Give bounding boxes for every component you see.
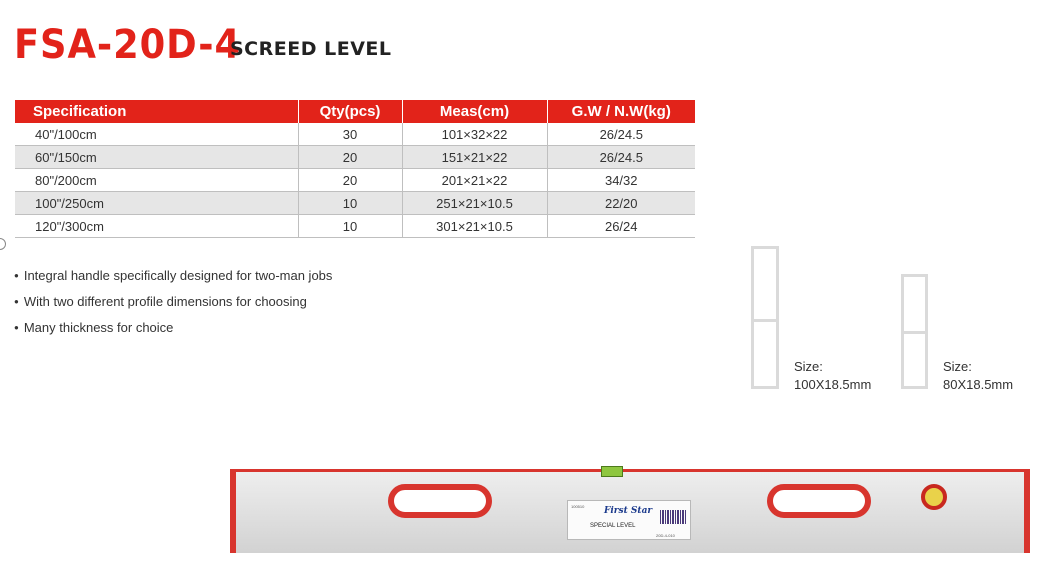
cell-weight: 26/24.5 (547, 123, 695, 146)
page-edge-circle (0, 238, 6, 250)
cell-specification: 40"/100cm (15, 123, 298, 146)
profile-drawing-small (901, 274, 928, 389)
table-row (15, 215, 695, 238)
cell-meas: 251×21×10.5 (402, 192, 547, 215)
right-end-cap (1024, 472, 1030, 553)
brand-logo: First Star (604, 506, 653, 516)
round-vial-icon (921, 484, 947, 510)
table-header-row (15, 100, 695, 123)
left-end-cap (230, 472, 236, 553)
left-handle-icon (388, 484, 492, 518)
cell-specification: 60"/150cm (15, 146, 298, 169)
profile-size-large (794, 358, 871, 394)
list-item: ● Integral handle specifically designed for two-man jobs (14, 268, 332, 294)
table-row (15, 123, 695, 146)
column-header-weight: G.W / N.W(kg) (547, 100, 695, 123)
column-header-meas: Meas(cm) (402, 100, 547, 123)
label-code: 100510 (571, 504, 585, 509)
label-product: SPECIAL LEVEL (590, 523, 636, 529)
cell-weight: 34/32 (547, 169, 695, 192)
cell-qty: 10 (298, 215, 402, 238)
cell-specification: 120"/300cm (15, 215, 298, 238)
column-header-specification: Specification (15, 100, 298, 123)
top-vial-icon (601, 466, 623, 477)
cell-meas: 201×21×22 (402, 169, 547, 192)
profile-size-small (943, 358, 1013, 394)
size-value: 100X18.5mm (794, 377, 872, 392)
cell-weight: 26/24 (547, 215, 695, 238)
list-item: ● With two different profile dimensions for choosing (14, 294, 332, 320)
cell-weight: 26/24.5 (547, 146, 695, 169)
label-model: 20D-4-010 (656, 533, 675, 538)
cell-meas: 101×32×22 (402, 123, 547, 146)
product-name: SCREED LEVEL (230, 38, 392, 60)
cell-weight: 22/20 (547, 192, 695, 215)
size-caption: Size: (943, 359, 972, 374)
cell-meas: 151×21×22 (402, 146, 547, 169)
cell-specification: 100"/250cm (15, 192, 298, 215)
profile-drawing-large (751, 246, 779, 389)
cell-qty: 20 (298, 146, 402, 169)
barcode-icon (660, 510, 686, 524)
cell-specification: 80"/200cm (15, 169, 298, 192)
column-header-qty: Qty(pcs) (298, 100, 402, 123)
right-handle-icon (767, 484, 871, 518)
table-row (15, 192, 695, 215)
cell-qty: 30 (298, 123, 402, 146)
list-item: ● Many thickness for choice (14, 320, 332, 346)
specification-table (15, 100, 695, 238)
level-label-plate (567, 500, 691, 540)
model-number: FSA-20D-4 (14, 22, 241, 68)
cell-qty: 20 (298, 169, 402, 192)
screed-level-image (230, 469, 1030, 553)
cell-meas: 301×21×10.5 (402, 215, 547, 238)
size-value: 80X18.5mm (943, 377, 1014, 392)
size-caption: Size: (794, 359, 823, 374)
table-row (15, 146, 695, 169)
table-row (15, 169, 695, 192)
feature-list (14, 268, 332, 346)
cell-qty: 10 (298, 192, 402, 215)
